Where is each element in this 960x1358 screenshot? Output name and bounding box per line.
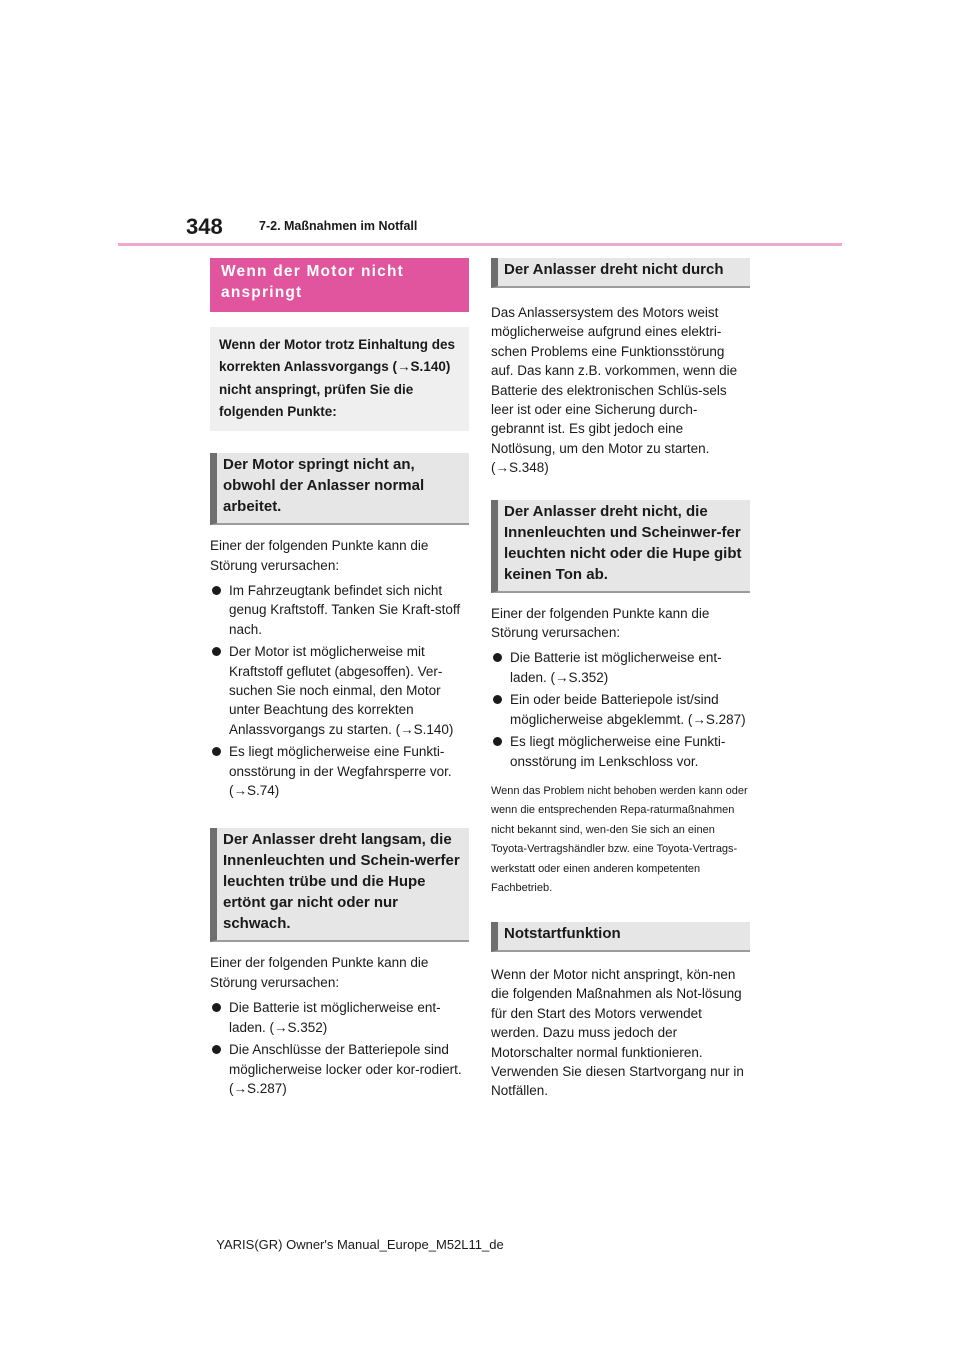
list-item: Ein oder beide Batteriepole ist/sind möglicherweise abgeklemmt. (→S.287) — [491, 690, 750, 729]
bullet-list — [210, 998, 469, 1098]
body-text: Das Anlassersystem des Motors weist möglicherweise aufgrund eines elektri-schen Problems eine Funktionsstörung auf. Das kann z.B. vorkommen, wenn die Batterie des elektronischen Schlüs-sels leer ist oder eine Sicherung durch-gebrannt ist. Es gibt jedoch eine Notlösung, um den Motor zu starten. (→S.348) — [491, 305, 738, 476]
heading-starter-normal: Der Motor springt nicht an, obwohl der Anlasser normal arbeitet. — [210, 453, 469, 525]
page-number: 348 — [186, 214, 223, 239]
body-text: Wenn der Motor nicht anspringt, kön-nen die folgenden Maßnahmen als Not-lösung für den Start des Motors verwendet werden. Dazu muss jedoch der Motorschalter normal funktionieren. Verwenden Sie diesen Startvorgang nur in Notfällen. — [491, 966, 744, 1099]
footer — [0, 1237, 960, 1252]
list-item: Die Anschlüsse der Batteriepole sind möglicherweise locker oder kor-rodiert. (→S.287) — [210, 1040, 469, 1098]
body-text: Einer der folgenden Punkte kann die Störung verursachen: — [491, 605, 710, 641]
list-item: Die Batterie ist möglicherweise ent-laden. (→S.352) — [210, 998, 469, 1037]
list-item: Im Fahrzeugtank befindet sich nicht genug Kraftstoff. Tanken Sie Kraft-stoff nach. — [210, 581, 469, 639]
body-text: Einer der folgenden Punkte kann die Störung verursachen: — [210, 955, 429, 990]
heading-no-lights: Der Anlasser dreht nicht, die Innenleuchten und Scheinwer-fer leuchten nicht oder die Hupe gibt keinen Ton ab. — [491, 500, 750, 593]
dealer-note: Wenn das Problem nicht behoben werden kann oder wenn die entsprechenden Repa-raturmaßnahmen nicht bekannt sind, wen-den Sie sich an einen Toyota-Vertragshändler bzw. eine Toyota-Vertrags-werkstatt oder einen anderen kompetenten Fachbetrieb. — [491, 784, 748, 895]
section-title: Wenn der Motor nicht anspringt — [210, 258, 469, 312]
heading-starter-not-turning: Der Anlasser dreht nicht durch — [491, 258, 750, 288]
chapter-title: 7-2. Maßnahmen im Notfall — [259, 219, 418, 233]
list-item: Der Motor ist möglicherweise mit Kraftstoff geflutet (abgesoffen). Ver-suchen Sie noch einmal, den Motor unter Beachtung des korrekten Anlassvorgangs zu starten. (→S.140) — [210, 642, 469, 739]
body-text: Einer der folgenden Punkte kann die Störung verursachen: — [210, 538, 429, 573]
intro-box: Wenn der Motor trotz Einhaltung des korrekten Anlassvorgangs (→S.140) nicht anspringt, prüfen Sie die folgenden Punkte: — [210, 327, 469, 431]
list-item: Die Batterie ist möglicherweise ent-laden. (→S.352) — [491, 648, 750, 687]
right-column — [491, 258, 750, 1101]
heading-emergency-start: Notstartfunktion — [491, 922, 750, 952]
left-column — [210, 258, 469, 1101]
bullet-list — [210, 581, 469, 800]
list-item: Es liegt möglicherweise eine Funkti-onsstörung in der Wegfahrsperre vor. (→S.74) — [210, 742, 469, 800]
list-item: Es liegt möglicherweise eine Funkti-onsstörung im Lenkschloss vor. — [491, 732, 750, 771]
bullet-list — [491, 648, 750, 770]
heading-starter-slow: Der Anlasser dreht langsam, die Innenleuchten und Schein-werfer leuchten trübe und die Hupe ertönt gar nicht oder nur schwach. — [210, 828, 469, 942]
footer-text: YARIS(GR) Owner's Manual_Europe_M52L11_de — [216, 1237, 504, 1252]
header-rule — [118, 243, 842, 246]
